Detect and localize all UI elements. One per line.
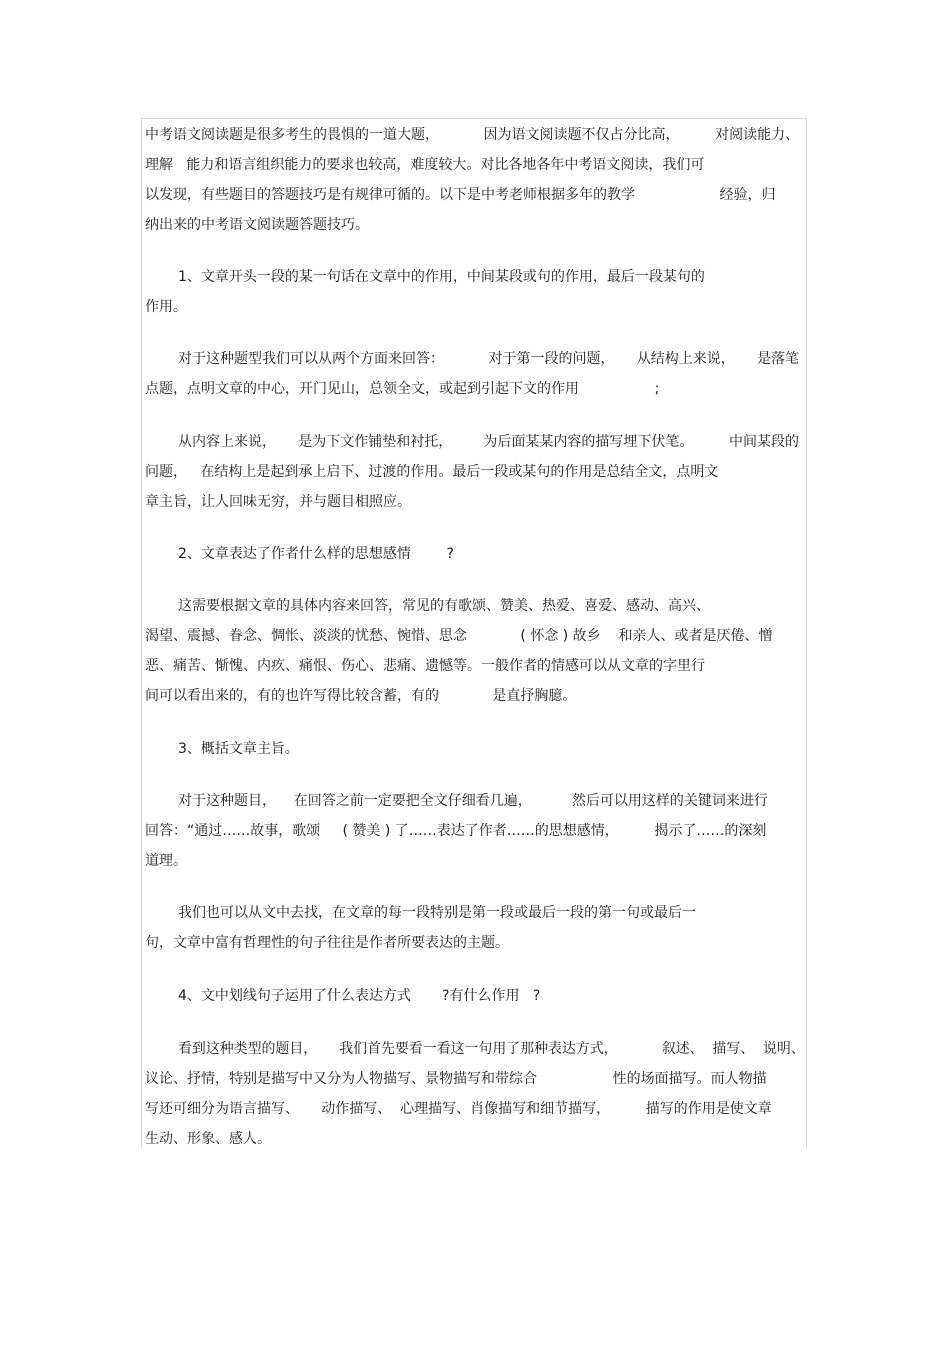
text-line: 问题， 在结构上是起到承上启下、过渡的作用。最后一段或某句的作用是总结全文，点明文	[145, 464, 719, 480]
text-line: 看到这种类型的题目， 我们首先要看一看这一句用了那种表达方式， 叙述、 描写、 说明、	[178, 1041, 805, 1057]
text-line: 恶、痛苦、惭愧、内疚、痛恨、伤心、悲痛、遗憾等。一般作者的情感可以从文章的字里行	[145, 658, 705, 674]
text-line: 间可以看出来的，有的也许写得比较含蓄，有的 是直抒胸臆。	[145, 688, 577, 704]
text-line: 这需要根据文章的具体内容来回答，常见的有歌颂、赞美、热爱、喜爱、感动、高兴、	[178, 598, 710, 614]
text-line: 句，文章中富有哲理性的句子往往是作者所要表达的主题。	[145, 935, 509, 951]
text-line: 点题，点明文章的中心，开门见山，总领全文，或起到引起下文的作用 ;	[145, 381, 660, 397]
text-line: 纳出来的中考语文阅读题答题技巧。	[145, 217, 369, 233]
text-line: 议论、抒情，特别是描写中又分为人物描写、景物描写和带综合 性的场面描写。而人物描	[145, 1071, 767, 1087]
text-line: 作用。	[145, 299, 187, 315]
text-line: 从内容上来说， 是为下文作铺垫和衬托， 为后面某某内容的描写埋下伏笔。 中间某段的	[178, 434, 800, 450]
text-line: 章主旨，让人回味无穷，并与题目相照应。	[145, 494, 411, 510]
text-line: 生动、形象、感人。	[145, 1131, 271, 1147]
text-line: 对于这种题目， 在回答之前一定要把全文仔细看几遍， 然后可以用这样的关键词来进行	[178, 793, 768, 809]
text-line: 中考语文阅读题是很多考生的畏惧的一道大题， 因为语文阅读题不仅占分比高， 对阅读能力、	[145, 127, 800, 143]
text-line: 回答：“通过……故事，歌颂 ( 赞美 ) 了……表达了作者……的思想感情， 揭示了……的深刻	[145, 823, 767, 839]
text-line: 渴望、震撼、眷念、惆怅、淡淡的忧愁、惋惜、思念 ( 怀念 ) 故乡 和亲人、或者是厌倦、憎	[145, 628, 773, 644]
question-heading-2: 2、文章表达了作者什么样的思想感情 ?	[178, 546, 454, 562]
text-line: 对于这种题型我们可以从两个方面来回答： 对于第一段的问题， 从结构上来说， 是落笔	[178, 351, 800, 367]
text-line: 我们也可以从文中去找，在文章的每一段特别是第一段或最后一段的第一句或最后一	[178, 905, 696, 921]
text-line: 道理。	[145, 853, 187, 869]
text-line: 以发现，有些题目的答题技巧是有规律可循的。以下是中考老师根据多年的教学 经验，归	[145, 187, 776, 203]
text-line: 理解 能力和语言组织能力的要求也较高，难度较大。对比各地各年中考语文阅读，我们可	[145, 157, 705, 173]
text-line: 写还可细分为语言描写、 动作描写、 心理描写、肖像描写和细节描写， 描写的作用是使文章	[145, 1101, 772, 1117]
question-heading-1: 1、文章开头一段的某一句话在文章中的作用，中间某段或句的作用，最后一段某句的	[178, 269, 705, 285]
question-heading-3: 3、概括文章主旨。	[178, 741, 299, 757]
question-heading-4: 4、文中划线句子运用了什么表达方式 ?有什么作用 ?	[178, 988, 541, 1004]
